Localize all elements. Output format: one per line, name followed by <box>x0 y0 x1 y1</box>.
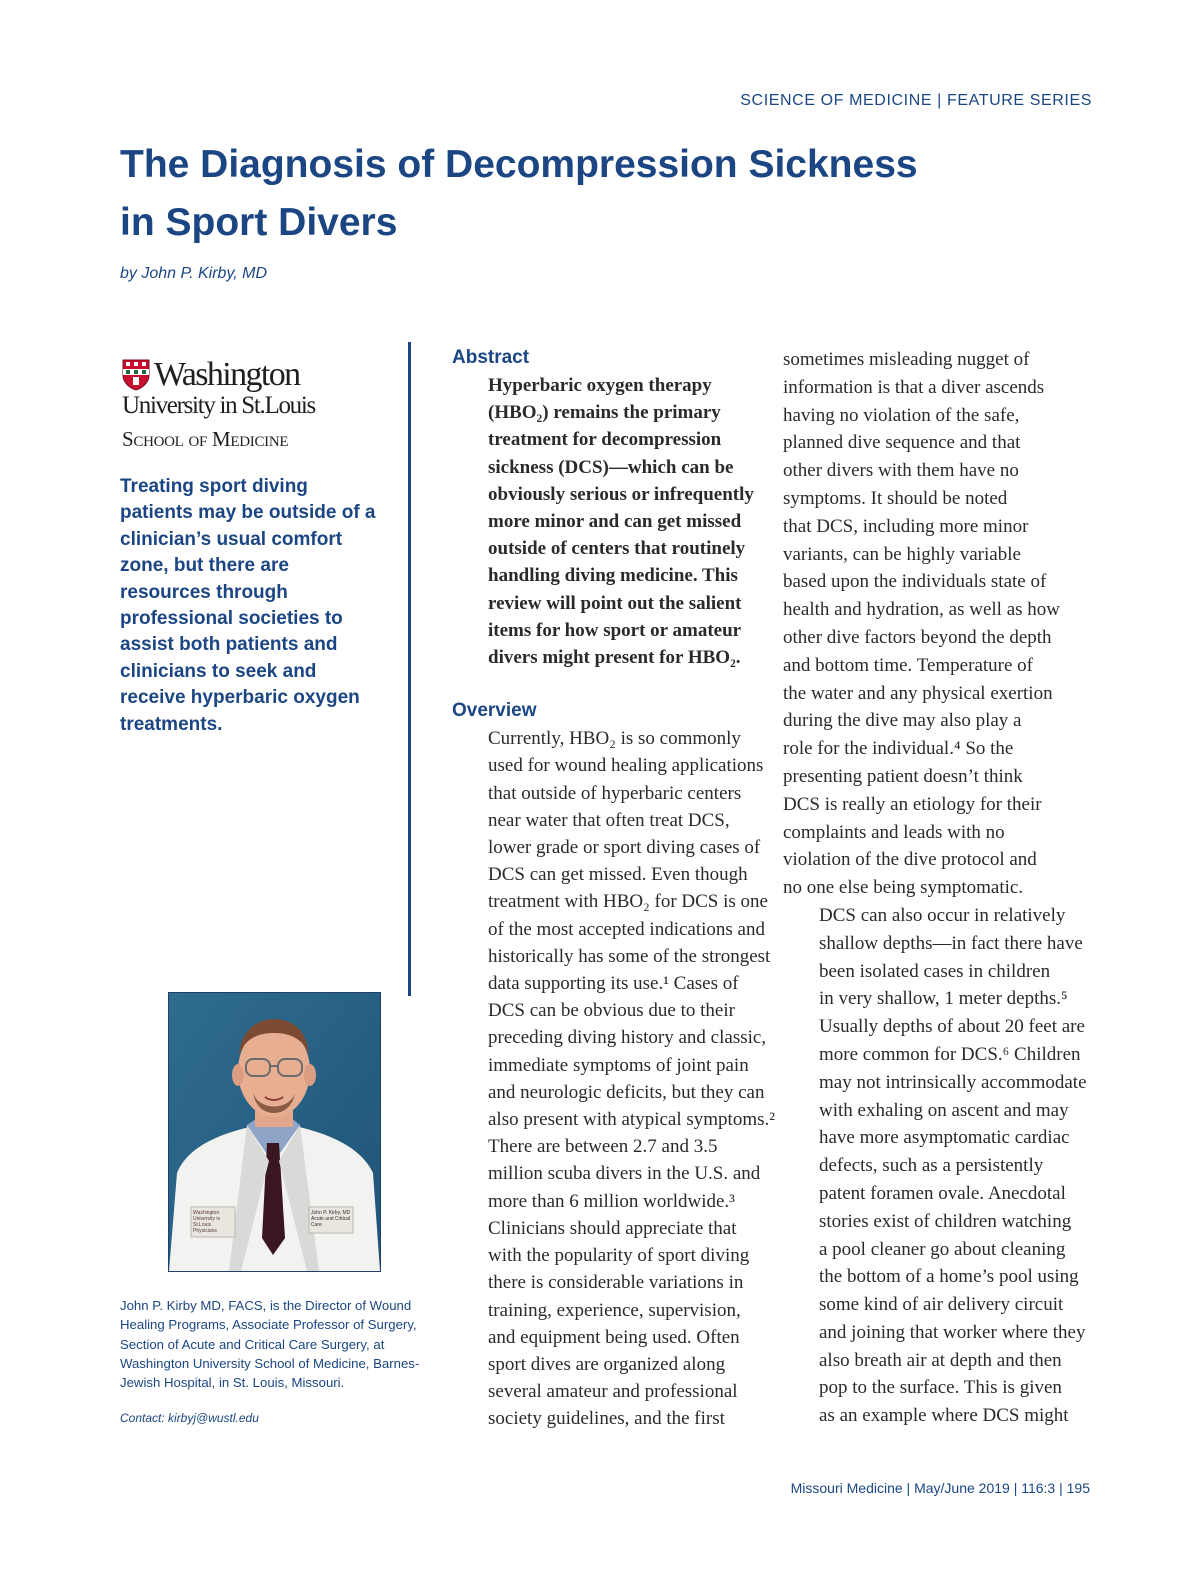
shield-icon <box>122 359 150 391</box>
abstract-heading: Abstract <box>452 347 530 368</box>
title-line-1: The Diagnosis of Decompression Sickness <box>120 143 918 186</box>
author-contact: Contact: kirbyj@wustl.edu <box>120 1411 259 1425</box>
author-photo <box>168 992 381 1272</box>
coat-badge-left: Washington University in St.Louis Physicians <box>193 1210 221 1234</box>
overview-paragraph-2: There are between 2.7 and 3.5 million scuba divers in the U.S. and more than 6 million worldwide.³ Clinicians should appreciate that with the popularity of sport diving there is considerable variations in training, experience, supervision, and equipment being used. Often sport dives are organized along several amateur and professional society guidelines, and the first <box>488 1136 761 1430</box>
logo-line-2: University in St.Louis <box>122 392 315 419</box>
overview-paragraph-1: Currently, HBO₂ is so commonly used for wound healing applications that outside of hyperbaric centers near water that often treat DCS, lower grade or sport diving cases of DCS can get missed. Even though treatment with HBO₂ for DCS is one of the most accepted indications and historically has some of the strongest data supporting its use.¹ Cases of DCS can be obvious due to their preceding diving history and classic, immediate symptoms of joint pain and neurologic deficits, but they can also present with atypical symptoms.² <box>488 728 775 1131</box>
column-divider <box>408 342 411 996</box>
abstract-text: Hyperbaric oxygen therapy (HBO₂) remains the primary treatment for decompression sickness (DCS)—which can be obviously serious or infrequently more minor and can get missed outside of centers that routinely handling diving medicine. This review will point out the salient items for how sport or amateur divers might present for HBO₂. <box>488 375 754 669</box>
wustl-logo <box>120 355 320 455</box>
author-bio: John P. Kirby MD, FACS, is the Director of Wound Healing Programs, Associate Professor of Surgery, Section of Acute and Critical Care Surgery, at Washington University School of Medicine, Barnes-Jewish Hospital, in St. Louis, Missouri. <box>120 1298 420 1391</box>
byline: by John P. Kirby, MD <box>120 265 268 282</box>
pull-quote: Treating sport diving patients may be outside of a clinician’s usual comfort zone, but there are resources through professional societies to assist both patients and clinicians to seek and receive hyperbaric oxygen treatments. <box>120 476 376 735</box>
logo-line-1: Washington <box>154 356 300 393</box>
logo-line-3: School of Medicine <box>122 427 289 451</box>
title-line-2: in Sport Divers <box>120 201 398 244</box>
coat-badge-right: John P. Kirby, MD Acute and Critical Care <box>311 1210 351 1228</box>
column-3 <box>783 346 1093 1430</box>
column3-paragraph-2: DCS can also occur in relatively shallow depths—in fact there have been isolated cases in children in very shallow, 1 meter depths.⁵ Usually depths of about 20 feet are more common for DCS.⁶ Children may not intrinsically accommodate with exhaling on ascent and may have more asymptomatic cardiac defects, such as a persistently patent foramen ovale. Anecdotal stories exist of children watching a pool cleaner go about cleaning the bottom of a home’s pool using some kind of air delivery circuit and joining that worker where they also breath air at depth and then pop to the surface. This is given as an example where DCS might <box>819 904 1087 1427</box>
overview-heading: Overview <box>452 700 537 722</box>
page-footer: Missouri Medicine | May/June 2019 | 116:3 | 195 <box>790 1480 1090 1496</box>
article-title <box>120 136 1040 252</box>
column3-paragraph-1: sometimes misleading nugget of information is that a diver ascends having no violation of the safe, planned dive sequence and that other divers with them have no symptoms. It should be noted that DCS, including more minor variants, can be highly variable based upon the individuals state of health and hydration, as well as how other dive factors beyond the depth and bottom time. Temperature of the water and any physical exertion during the dive may also play a role for the individual.⁴ So the presenting patient doesn’t think DCS is really an etiology for their complaints and leads with no violation of the dive protocol and no one else being symptomatic. <box>783 349 1061 899</box>
series-label: SCIENCE OF MEDICINE | FEATURE SERIES <box>740 92 1092 109</box>
column-2 <box>452 344 775 1433</box>
